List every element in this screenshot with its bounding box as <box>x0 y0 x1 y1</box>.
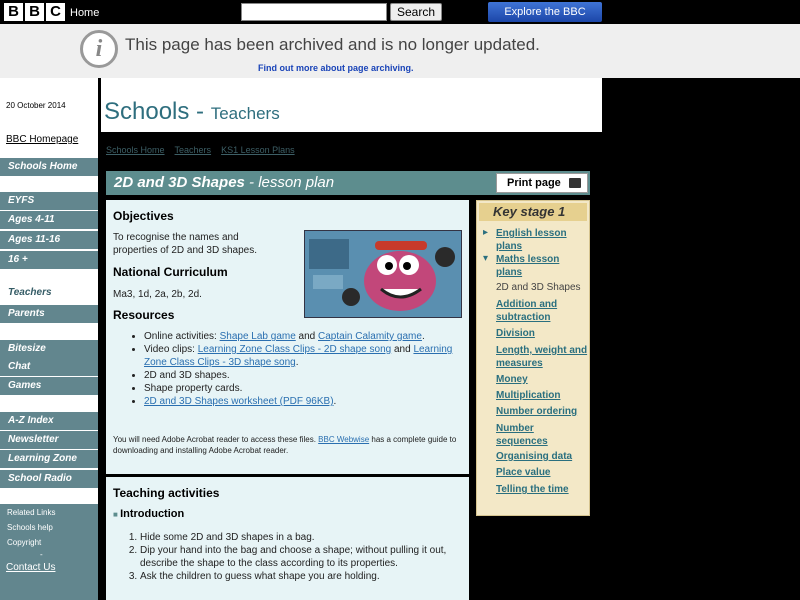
2d-shape-song-link[interactable]: Learning Zone Class Clips - 2D shape song <box>197 344 392 355</box>
res2-pre: Video clips: <box>144 344 198 355</box>
key-stage-item[interactable]: Organising data <box>496 451 573 462</box>
sidebar-item-schools-home[interactable]: Schools Home <box>0 158 98 176</box>
breadcrumb-ks1-lesson-plans[interactable]: KS1 Lesson Plans <box>221 145 295 155</box>
key-stage-item[interactable]: Length, weight and measures <box>496 345 588 369</box>
key-stage-item[interactable]: Money <box>496 374 528 385</box>
res1-post: . <box>421 331 425 342</box>
sidebar-item-ages-4-11[interactable]: Ages 4-11 <box>0 211 98 229</box>
bbc-homepage-link[interactable]: BBC Homepage <box>6 134 79 145</box>
lesson-title-main: 2D and 3D Shapes <box>114 174 245 191</box>
left-sidebar <box>0 78 98 600</box>
sidebar-item-bitesize[interactable]: Bitesize <box>0 340 98 358</box>
worksheet-pdf-link[interactable]: 2D and 3D Shapes worksheet (PDF 96KB) <box>144 396 334 407</box>
key-stage-item: 2D and 3D Shapes <box>496 282 581 293</box>
key-stage-heading: Key stage 1 <box>479 203 587 221</box>
print-page-button[interactable] <box>496 173 588 193</box>
sidebar-item-ages-11-16[interactable]: Ages 11-16 <box>0 231 98 249</box>
teachers-subtitle: Teachers <box>210 104 280 123</box>
list-item <box>144 395 461 408</box>
breadcrumb-schools-home[interactable]: Schools Home <box>106 145 165 155</box>
list-item: • 2D and 3D shapes. <box>144 369 461 382</box>
note-post: has a complete guide to downloading and installing Adobe Acrobat reader. <box>113 435 457 455</box>
sidebar-item-eyfs[interactable]: EYFS <box>0 192 98 210</box>
expand-icon: ■ <box>113 510 121 519</box>
separator: - <box>40 550 43 559</box>
key-stage-item[interactable]: Number ordering <box>496 406 578 417</box>
key-stage-item[interactable]: Number sequences <box>496 423 548 447</box>
list-item: 1. Hide some 2D and 3D shapes in a bag. <box>140 531 463 544</box>
sidebar-item-chat[interactable]: Chat <box>0 358 98 376</box>
objectives-heading: Objectives <box>113 209 174 223</box>
cartoon-character-image <box>304 230 462 318</box>
copyright-link[interactable]: Copyright <box>7 538 42 547</box>
introduction-heading[interactable] <box>113 508 184 520</box>
objectives-text-2: properties of 2D and 3D shapes. <box>113 245 257 256</box>
key-stage-item[interactable]: Division <box>496 328 535 339</box>
lesson-title <box>114 174 334 191</box>
date-label: 20 October 2014 <box>6 101 66 110</box>
sidebar-footer <box>0 504 98 600</box>
bbc-logo[interactable] <box>4 3 65 21</box>
related-links-link[interactable]: Related Links <box>7 508 56 517</box>
teaching-activities-panel <box>106 477 469 600</box>
key-stage-item[interactable]: Place value <box>496 467 551 478</box>
page-title <box>104 98 280 126</box>
cartoon-illustration <box>305 231 462 318</box>
res2-mid: and <box>391 344 414 355</box>
print-label: Print page <box>507 177 561 189</box>
home-link[interactable]: Home <box>70 7 100 19</box>
lesson-title-suffix: - lesson plan <box>244 174 335 191</box>
sidebar-item-games[interactable]: Games <box>0 377 98 395</box>
key-stage-panel <box>476 200 590 516</box>
shape-lab-game-link[interactable]: Shape Lab game <box>219 331 296 342</box>
key-stage-item[interactable]: Addition and subtraction <box>496 299 558 323</box>
sidebar-item-school-radio[interactable]: School Radio <box>0 470 98 488</box>
explore-the-bbc-button[interactable]: Explore the BBC <box>488 2 602 22</box>
arrow-icon: ▸ <box>483 227 489 238</box>
note-pre: You will need Adobe Acrobat reader to access these files. <box>113 435 319 444</box>
list-item: 2. Dip your hand into the bag and choose a shape; without pulling it out, describe the shape to the class according to its properties. <box>140 544 463 570</box>
key-stage-item[interactable]: English lesson plans <box>496 228 567 252</box>
sidebar-item-newsletter[interactable]: Newsletter <box>0 431 98 449</box>
sidebar-item-16-plus[interactable]: 16 + <box>0 251 98 269</box>
archive-info-link[interactable]: Find out more about page archiving. <box>258 63 414 73</box>
list-item <box>144 330 461 343</box>
schools-title: Schools <box>104 98 190 125</box>
info-icon: i <box>80 30 118 68</box>
captain-calamity-game-link[interactable]: Captain Calamity game <box>318 331 422 342</box>
sidebar-item-learning-zone[interactable]: Learning Zone <box>0 450 98 468</box>
curriculum-heading: National Curriculum <box>113 265 228 279</box>
bbc-webwise-link[interactable]: BBC Webwise <box>318 435 370 444</box>
logo-letter: B <box>4 3 23 21</box>
key-stage-item[interactable]: Telling the time <box>496 484 569 495</box>
teaching-steps <box>128 531 463 583</box>
logo-letter: C <box>46 3 65 21</box>
lesson-plan-panel <box>106 200 469 474</box>
introduction-label: Introduction <box>120 508 185 520</box>
sidebar-item-a-z-index[interactable]: A-Z Index <box>0 412 98 430</box>
acrobat-note <box>113 434 458 456</box>
resources-list <box>126 330 461 408</box>
sidebar-item-teachers[interactable]: Teachers <box>0 284 98 302</box>
list-item <box>144 343 461 369</box>
breadcrumb <box>106 145 295 155</box>
expanded-arrow-icon: ▾ <box>483 253 489 264</box>
title-dash: - <box>189 98 211 125</box>
3d-shape-song-link[interactable]: Learning Zone Class Clips - 3D shape song <box>144 344 453 368</box>
archive-message: This page has been archived and is no longer updated. <box>125 35 540 54</box>
search-button[interactable]: Search <box>390 3 442 21</box>
list-item: • Shape property cards. <box>144 382 461 395</box>
search-input[interactable] <box>241 3 387 21</box>
sidebar-item-parents[interactable]: Parents <box>0 305 98 323</box>
res1-pre: Online activities: <box>144 331 220 342</box>
contact-us-link[interactable]: Contact Us <box>6 562 56 573</box>
archive-banner <box>0 24 800 78</box>
curriculum-text: Ma3, 1d, 2a, 2b, 2d. <box>113 289 202 300</box>
teaching-heading: Teaching activities <box>113 486 220 500</box>
res5-post: . <box>333 396 337 407</box>
lesson-title-bar <box>106 171 590 195</box>
printer-icon <box>569 178 581 188</box>
top-bar <box>0 0 800 24</box>
list-item: 3. Ask the children to guess what shape you are holding. <box>140 570 463 583</box>
logo-letter: B <box>25 3 44 21</box>
schools-help-link[interactable]: Schools help <box>7 523 53 532</box>
key-stage-item[interactable]: Maths lesson plans <box>496 254 560 278</box>
res2-post: . <box>295 357 299 368</box>
schools-header <box>98 78 602 132</box>
objectives-text-1: To recognise the names and <box>113 232 239 243</box>
key-stage-item[interactable]: Multiplication <box>496 390 561 401</box>
breadcrumb-teachers[interactable]: Teachers <box>174 145 212 155</box>
res1-mid: and <box>295 331 319 342</box>
resources-heading: Resources <box>113 308 175 322</box>
